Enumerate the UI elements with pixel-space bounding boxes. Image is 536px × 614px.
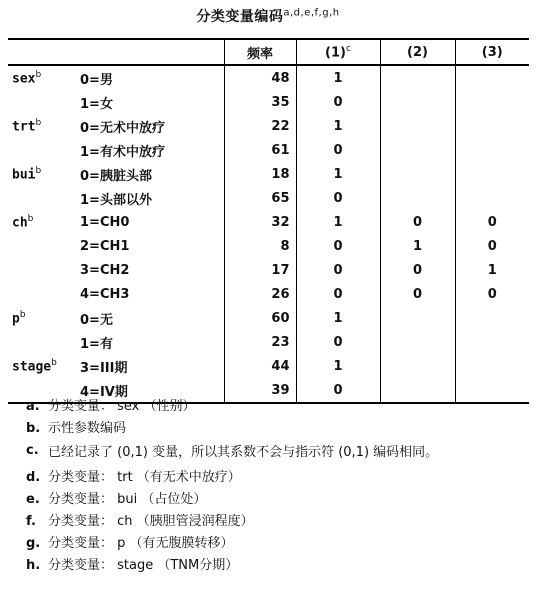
level-cell: 4=CH3 bbox=[80, 286, 130, 302]
param-2-cell bbox=[380, 306, 455, 330]
footnote bbox=[26, 400, 526, 413]
variable-name: ch bbox=[12, 215, 28, 231]
frequency-cell: 44 bbox=[224, 354, 296, 378]
footnote bbox=[26, 537, 526, 550]
param-3-cell bbox=[455, 162, 529, 186]
variable-name: stage bbox=[12, 359, 52, 375]
frequency-cell: 17 bbox=[224, 258, 296, 282]
header-param-1-sup: c bbox=[345, 43, 351, 54]
table-row bbox=[8, 210, 529, 234]
footnote-key: e. bbox=[26, 491, 40, 507]
level-cell: 1=CH0 bbox=[80, 214, 130, 230]
table-body bbox=[8, 65, 529, 403]
level-cell: 0=胰脏头部 bbox=[80, 168, 152, 184]
variable-name-cell bbox=[8, 90, 74, 114]
param-3-cell: 1 bbox=[455, 258, 529, 282]
param-1-cell: 1 bbox=[296, 354, 380, 378]
footnote-key: a. bbox=[26, 399, 40, 414]
level-cell: 1=有 bbox=[80, 336, 113, 352]
variable-name-cell bbox=[8, 65, 74, 90]
param-2-cell bbox=[380, 186, 455, 210]
param-3-cell bbox=[455, 114, 529, 138]
param-1-cell: 0 bbox=[296, 282, 380, 306]
table-title-footnote-refs: a,d,e,f,g,h bbox=[283, 7, 340, 19]
param-2-cell: 1 bbox=[380, 234, 455, 258]
param-1-cell: 0 bbox=[296, 378, 380, 403]
footnote-key: d. bbox=[26, 469, 41, 485]
categorical-coding-table bbox=[8, 38, 529, 404]
param-3-cell bbox=[455, 354, 529, 378]
variable-name: bui bbox=[12, 167, 36, 183]
param-2-cell bbox=[380, 90, 455, 114]
variable-footnote-ref: b bbox=[35, 117, 42, 128]
frequency-cell: 18 bbox=[224, 162, 296, 186]
level-cell: 3=CH2 bbox=[80, 262, 130, 278]
level-cell: 1=女 bbox=[80, 96, 113, 112]
header-row bbox=[8, 39, 529, 65]
variable-footnote-ref: b bbox=[35, 69, 42, 80]
frequency-cell: 48 bbox=[224, 65, 296, 90]
param-3-cell bbox=[455, 138, 529, 162]
table-row bbox=[8, 234, 529, 258]
frequency-cell: 60 bbox=[224, 306, 296, 330]
variable-name-cell bbox=[8, 114, 74, 138]
footnote-text: 已经记录了 (0,1) 变量，所以其系数不会与指示符 (0,1) 编码相同。 bbox=[48, 445, 439, 460]
footnote-text: 分类变量： trt （有无术中放疗） bbox=[48, 469, 241, 485]
variable-name: p bbox=[12, 311, 20, 327]
frequency-cell: 23 bbox=[224, 330, 296, 354]
param-3-cell: 0 bbox=[455, 282, 529, 306]
param-1-cell: 1 bbox=[296, 114, 380, 138]
variable-footnote-ref: b bbox=[35, 165, 42, 176]
variable-footnote-ref: b bbox=[19, 309, 26, 320]
variable-name: trt bbox=[12, 119, 36, 135]
table-row bbox=[8, 282, 529, 306]
footnote-key: c. bbox=[26, 443, 39, 458]
param-3-cell: 0 bbox=[455, 234, 529, 258]
footnote-key: b. bbox=[26, 421, 41, 436]
param-1-cell: 0 bbox=[296, 186, 380, 210]
param-2-cell: 0 bbox=[380, 258, 455, 282]
variable-name-cell bbox=[8, 306, 74, 330]
frequency-cell: 61 bbox=[224, 138, 296, 162]
footnote bbox=[26, 515, 526, 528]
header-param-1 bbox=[296, 39, 380, 65]
level-cell: 2=CH1 bbox=[80, 238, 130, 254]
footnote-text: 分类变量： bui （占位处） bbox=[48, 491, 207, 507]
frequency-cell: 22 bbox=[224, 114, 296, 138]
param-2-cell bbox=[380, 114, 455, 138]
header-param-1-label: (1) bbox=[325, 45, 346, 61]
variable-name-cell bbox=[8, 354, 74, 378]
table-row bbox=[8, 65, 529, 90]
param-2-cell bbox=[380, 330, 455, 354]
variable-name-cell bbox=[8, 210, 74, 234]
param-2-cell: 0 bbox=[380, 210, 455, 234]
param-1-cell: 1 bbox=[296, 306, 380, 330]
frequency-cell: 32 bbox=[224, 210, 296, 234]
param-2-cell bbox=[380, 65, 455, 90]
frequency-cell: 26 bbox=[224, 282, 296, 306]
table-row bbox=[8, 90, 529, 114]
param-1-cell: 1 bbox=[296, 210, 380, 234]
table-title-text: 分类变量编码 bbox=[196, 9, 284, 25]
header-blank bbox=[8, 39, 74, 65]
variable-name-cell bbox=[8, 138, 74, 162]
table-row bbox=[8, 330, 529, 354]
param-3-cell bbox=[455, 186, 529, 210]
table-row bbox=[8, 306, 529, 330]
param-1-cell: 0 bbox=[296, 258, 380, 282]
level-cell: 1=有术中放疗 bbox=[80, 144, 165, 160]
table-title bbox=[0, 6, 536, 26]
variable-name-cell bbox=[8, 282, 74, 306]
variable-name-cell bbox=[8, 330, 74, 354]
footnote-key: h. bbox=[26, 557, 41, 573]
variable-name-cell bbox=[8, 186, 74, 210]
footnote-key: g. bbox=[26, 535, 41, 551]
footnote bbox=[26, 444, 526, 462]
variable-name-cell bbox=[8, 162, 74, 186]
footnote-text: 分类变量： sex （性别） bbox=[48, 399, 196, 414]
frequency-cell: 65 bbox=[224, 186, 296, 210]
footnote bbox=[26, 471, 526, 484]
level-cell: 4=IV期 bbox=[74, 378, 224, 403]
variable-name-cell bbox=[8, 258, 74, 282]
table-row bbox=[8, 258, 529, 282]
variable-name-cell bbox=[8, 234, 74, 258]
table-row bbox=[8, 138, 529, 162]
header-param-2: (2) bbox=[380, 39, 455, 65]
param-3-cell: 0 bbox=[455, 210, 529, 234]
frequency-cell: 39 bbox=[224, 378, 296, 403]
footnote-text: 分类变量： p （有无腹膜转移） bbox=[48, 535, 234, 551]
header-blank-level bbox=[74, 39, 224, 65]
level-cell: 3=III期 bbox=[80, 360, 128, 376]
header-param-3: (3) bbox=[455, 39, 529, 65]
variable-name: sex bbox=[12, 71, 36, 87]
param-2-cell bbox=[380, 354, 455, 378]
footnotes bbox=[26, 400, 526, 581]
param-2-cell: 0 bbox=[380, 282, 455, 306]
table-row bbox=[8, 186, 529, 210]
param-3-cell bbox=[455, 65, 529, 90]
footnote bbox=[26, 493, 526, 506]
footnote-text: 示性参数编码 bbox=[48, 421, 127, 436]
table-row bbox=[8, 114, 529, 138]
level-cell: 0=无术中放疗 bbox=[80, 120, 165, 136]
footnote-text: 分类变量： ch （胰胆管浸润程度） bbox=[48, 513, 254, 529]
table-row bbox=[8, 354, 529, 378]
frequency-cell: 35 bbox=[224, 90, 296, 114]
level-cell: 0=无 bbox=[80, 312, 113, 328]
footnote bbox=[26, 559, 526, 572]
param-2-cell bbox=[380, 138, 455, 162]
param-1-cell: 0 bbox=[296, 234, 380, 258]
param-1-cell: 0 bbox=[296, 90, 380, 114]
footnote bbox=[26, 422, 526, 435]
variable-footnote-ref: b bbox=[51, 357, 57, 368]
param-1-cell: 0 bbox=[296, 330, 380, 354]
table-row bbox=[8, 162, 529, 186]
footnote-key: f. bbox=[26, 513, 36, 529]
param-2-cell bbox=[380, 162, 455, 186]
param-1-cell: 0 bbox=[296, 138, 380, 162]
level-cell: 0=男 bbox=[80, 72, 113, 88]
param-3-cell bbox=[455, 90, 529, 114]
header-frequency: 频率 bbox=[224, 39, 296, 65]
param-1-cell: 1 bbox=[296, 65, 380, 90]
level-cell: 1=头部以外 bbox=[80, 192, 152, 208]
param-3-cell bbox=[455, 330, 529, 354]
param-3-cell bbox=[455, 306, 529, 330]
param-1-cell: 1 bbox=[296, 162, 380, 186]
variable-footnote-ref: b bbox=[27, 213, 34, 224]
frequency-cell: 8 bbox=[224, 234, 296, 258]
footnote-text: 分类变量： stage （TNM分期） bbox=[48, 557, 239, 573]
